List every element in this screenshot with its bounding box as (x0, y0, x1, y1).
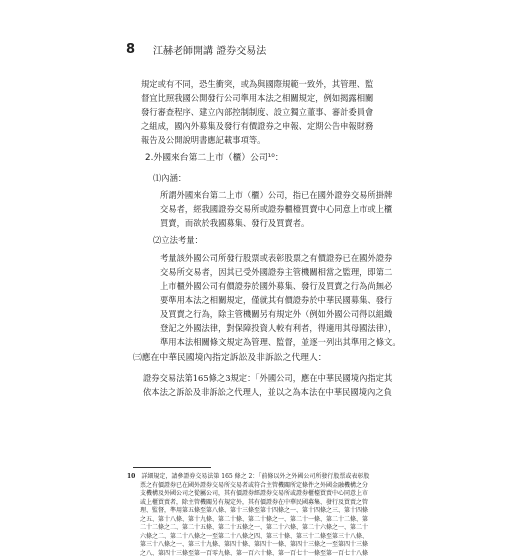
text-line: 買賣，而欲於我國募集、發行及買賣者。 (160, 216, 392, 230)
footnote-number: 10 (127, 473, 135, 480)
section-3-heading: ㈢應在中華民國境內指定訴訟及非訴訟之代理人： (133, 352, 327, 364)
page-header (126, 41, 266, 57)
text-line: 準用本法相關條文規定為管理、監督，並逐一列出其準用之條文。 (160, 335, 401, 349)
text-line: 之組成，國內外募集及發行有價證券之申報、定期公告申報財務 (141, 119, 373, 133)
text-line: 考量該外國公司所發行股票或表彰股票之有價證券已在國外證券 (160, 251, 401, 265)
footnote-line: 六條之二、第二十八條之一至第二十八條之四、第三十條、第三十二條至第三十八條、 (127, 533, 427, 542)
text-line: 發行審查程序、建立內部控制制度、設立獨立董事、審計委員會 (141, 105, 373, 119)
footnote-divider (133, 467, 211, 468)
subsection-1-heading: ⑴內涵： (153, 172, 186, 184)
running-title: 江赫老師開講 證券交易法 (153, 42, 266, 57)
intro-paragraph (141, 77, 373, 147)
footnote-line: 10 詳細規定，請參證券交易法第 165 條之 2：「前條以外之外國公司所發行股票或表彰股 (127, 473, 427, 482)
footnote (127, 473, 427, 558)
footnote-line: 二十二條之二、第二十五條、第二十五條之一、第二十六條、第二十六條之一、第二十 (127, 524, 427, 533)
text-line: 報告及公開說明書應記載事項等。 (141, 133, 373, 147)
footnote-line: 之五、第十八條、第十九條、第二十條、第二十條之一、第二十一條、第二十二條、第 (127, 516, 427, 525)
footnote-line: 票之有價證券已在國外證券交易所交易者或符合主管機關所定條件之外國金融機構之分 (127, 482, 427, 491)
text-line: 交易者，經我國證券交易所或證券櫃檯買賣中心同意上市或上櫃 (160, 202, 392, 216)
subsection-2-heading: ⑵立法考量： (153, 234, 203, 246)
text-line: 及買賣之行為，除主管機關另有規定外（例如外國公司得以組織 (160, 307, 401, 321)
footnote-line: 或上櫃買賣者，除主管機關另有規定外，其有價證券在中華民國募集、發行及買賣之管 (127, 499, 427, 508)
footnote-line: 支機構及外國公司之從屬公司，其有價證券經證券交易所或證券櫃檯買賣中心同意上市 (127, 490, 427, 499)
text-line: 證券交易法第165條之3規定：「外國公司，應在中華民國境內指定其 (143, 371, 392, 385)
footnote-line: 理、監督，準用第五條至第八條、第十三條至第十四條之一、第十四條之三、第十四條 (127, 507, 427, 516)
text-line: 交易所交易者，因其已受外國證券主管機關相當之監理，即第二 (160, 265, 401, 279)
text-line: 要準用本法之相關規定，僅就其有價證券於中華民國募集、發行 (160, 293, 401, 307)
text-line: 登記之外國法律，對保障投資人較有利者，得適用其母國法律）， (160, 321, 401, 335)
footnote-line: 第三十八條之一、第三十九條、第四十條、第四十一條、第四十三條之一至第四十三條 (127, 541, 427, 550)
text-line: 依本法之訴訟及非訴訟之代理人，並以之為本法在中華民國境內之負 (143, 385, 392, 399)
text-line: 督宜比照我國公開發行公司準用本法之相關規定，例如揭露相關 (141, 91, 373, 105)
section-3-body (143, 371, 392, 399)
text-line: 上市櫃外國公司有價證券於國外募集、發行及買賣之行為尚無必 (160, 279, 401, 293)
footnote-line: 之八、第四十三條至第一百零九條、第一百六十條、第一百七十一條至第一百七十八條 (127, 550, 427, 558)
section-2-heading: 2.外國來台第二上市（櫃）公司¹⁰： (145, 152, 284, 164)
text-line: 規定或有不同，恐生衝突，或為與國際規範一致外，其管理、監 (141, 77, 373, 91)
subsection-2-body (160, 251, 401, 349)
text-line: 所謂外國來台第二上市（櫃）公司，指已在國外證券交易所掛牌 (160, 188, 392, 202)
subsection-1-body (160, 188, 392, 230)
page-number: 8 (126, 42, 135, 57)
